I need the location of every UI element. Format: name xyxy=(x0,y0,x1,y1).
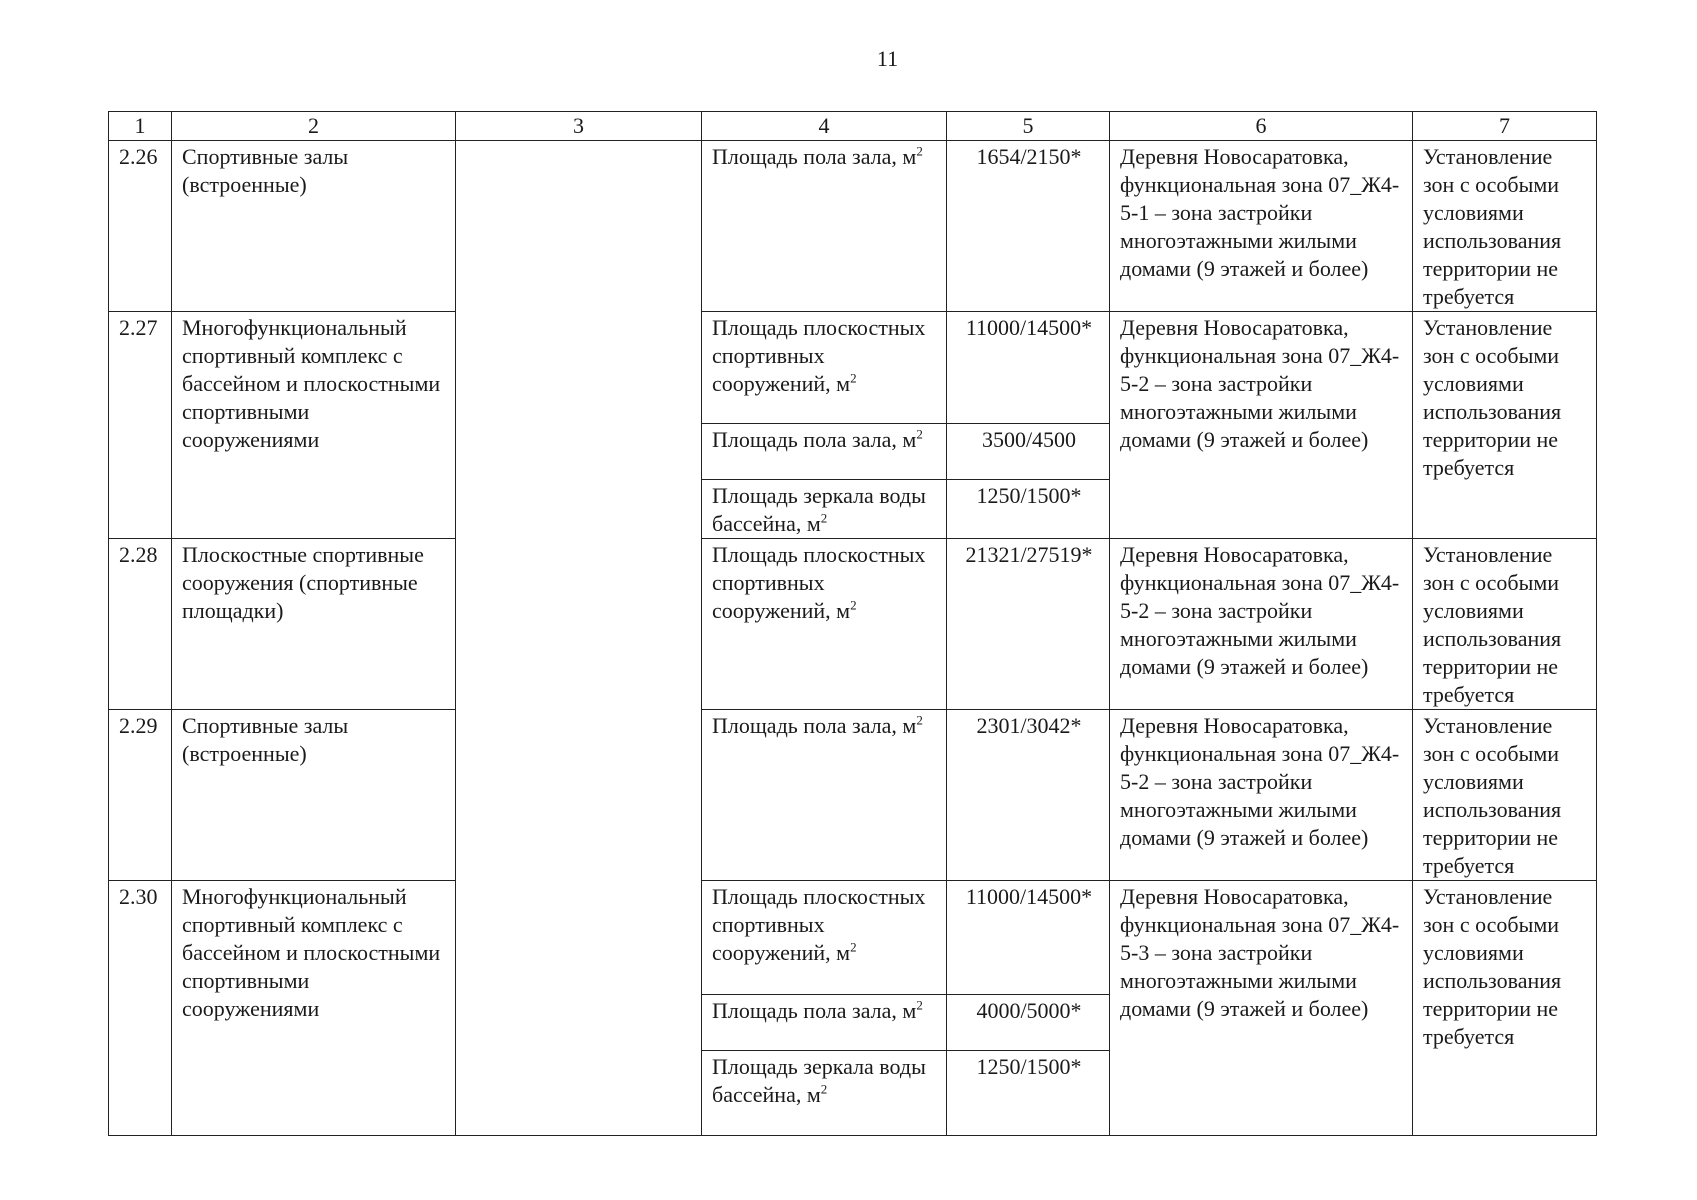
indicator-value: 11000/14500* xyxy=(947,312,1110,424)
row-number: 2.27 xyxy=(109,312,172,539)
zones-cell: Установление зон с особыми условиями использования территории не требуется xyxy=(1413,141,1597,312)
indicator-label: Площадь зеркала воды бассейна, $м^2$ xyxy=(702,1051,947,1136)
table-row xyxy=(109,539,1597,710)
indicator-label: Площадь пола зала, $м^2$ xyxy=(702,424,947,480)
indicator-label: Площадь плоскостных спортивных сооружений, $м^2$ xyxy=(702,312,947,424)
zones-cell: Установление зон с особыми условиями использования территории не требуется xyxy=(1413,881,1597,1136)
object-name: Спортивные залы (встроенные) xyxy=(172,710,456,881)
table-row xyxy=(109,881,1597,995)
object-name: Многофункциональный спортивный комплекс с бассейном и плоскостными спортивными сооружениями xyxy=(172,312,456,539)
column-header: 5 xyxy=(947,112,1110,141)
indicator-value: 1250/1500* xyxy=(947,480,1110,539)
indicator-label: Площадь плоскостных спортивных сооружений, $м^2$ xyxy=(702,539,947,710)
indicator-value: 11000/14500* xyxy=(947,881,1110,995)
table-row xyxy=(109,312,1597,424)
indicator-value: 21321/27519* xyxy=(947,539,1110,710)
indicator-label: Площадь плоскостных спортивных сооружений, $м^2$ xyxy=(702,881,947,995)
indicator-label: Площадь пола зала, $м^2$ xyxy=(702,141,947,312)
object-name: Плоскостные спортивные сооружения (спортивные площадки) xyxy=(172,539,456,710)
indicator-label: Площадь пола зала, $м^2$ xyxy=(702,995,947,1051)
row-number: 2.30 xyxy=(109,881,172,1136)
location-cell: Деревня Новосаратовка, функциональная зона 07_Ж4-5-1 – зона застройки многоэтажными жилыми домами (9 этажей и более) xyxy=(1110,141,1413,312)
object-name: Многофункциональный спортивный комплекс с бассейном и плоскостными спортивными сооружениями xyxy=(172,881,456,1136)
location-cell: Деревня Новосаратовка, функциональная зона 07_Ж4-5-2 – зона застройки многоэтажными жилыми домами (9 этажей и более) xyxy=(1110,710,1413,881)
row-number: 2.28 xyxy=(109,539,172,710)
indicator-value: 3500/4500 xyxy=(947,424,1110,480)
page-number: 11 xyxy=(876,46,899,71)
location-cell: Деревня Новосаратовка, функциональная зона 07_Ж4-5-2 – зона застройки многоэтажными жилыми домами (9 этажей и более) xyxy=(1110,312,1413,539)
table-row xyxy=(109,141,1597,312)
indicator-value: 1250/1500* xyxy=(947,1051,1110,1136)
object-name: Спортивные залы (встроенные) xyxy=(172,141,456,312)
column-header: 7 xyxy=(1413,112,1597,141)
column-header: 6 xyxy=(1110,112,1413,141)
column-header: 2 xyxy=(172,112,456,141)
location-cell: Деревня Новосаратовка, функциональная зона 07_Ж4-5-3 – зона застройки многоэтажными жилыми домами (9 этажей и более) xyxy=(1110,881,1413,1136)
column-3-cell xyxy=(456,141,702,1136)
zones-cell: Установление зон с особыми условиями использования территории не требуется xyxy=(1413,539,1597,710)
indicator-value: 1654/2150* xyxy=(947,141,1110,312)
column-header: 3 xyxy=(456,112,702,141)
column-header: 1 xyxy=(109,112,172,141)
table-row xyxy=(109,710,1597,881)
indicator-value: 2301/3042* xyxy=(947,710,1110,881)
objects-table xyxy=(108,111,1597,1136)
zones-cell: Установление зон с особыми условиями использования территории не требуется xyxy=(1413,710,1597,881)
table-header-row xyxy=(109,112,1597,141)
location-cell: Деревня Новосаратовка, функциональная зона 07_Ж4-5-2 – зона застройки многоэтажными жилыми домами (9 этажей и более) xyxy=(1110,539,1413,710)
indicator-label: Площадь зеркала воды бассейна, $м^2$ xyxy=(702,480,947,539)
indicator-value: 4000/5000* xyxy=(947,995,1110,1051)
row-number: 2.26 xyxy=(109,141,172,312)
row-number: 2.29 xyxy=(109,710,172,881)
zones-cell: Установление зон с особыми условиями использования территории не требуется xyxy=(1413,312,1597,539)
indicator-label: Площадь пола зала, $м^2$ xyxy=(702,710,947,881)
column-header: 4 xyxy=(702,112,947,141)
